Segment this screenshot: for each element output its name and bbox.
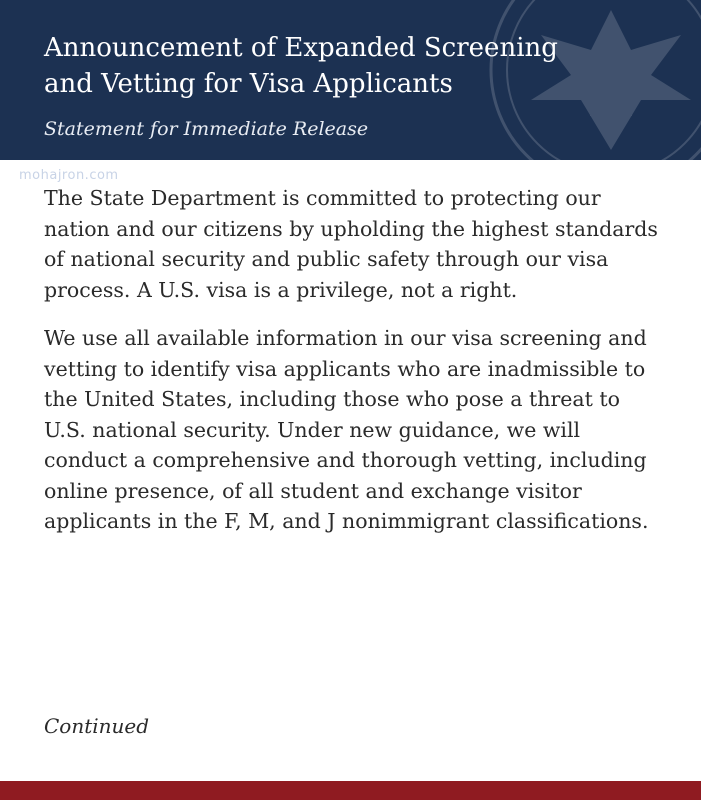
footer-bar [0,781,701,800]
paragraph-1: The State Department is committed to protecting our nation and our citizens by upholding the highest standards of national security and public safety through our visa process. A U.S. visa is a privilege, not a right. [44,186,658,302]
statement-body [44,183,664,555]
header-banner [0,0,701,160]
page-title: Announcement of Expanded Screening and Vetting for Visa Applicants [44,33,558,99]
page-subtitle: Statement for Immediate Release [44,118,369,140]
paragraph-2: We use all available information in our visa screening and vetting to identify visa applicants who are inadmissible to the United States, including those who pose a threat to U.S. national security. Under new guidance, we will conduct a comprehensive and thorough vetting, including online presence, of all student and exchange visitor applicants in the F, M, and J nonimmigrant classifications. [44,326,649,533]
watermark: mohajron.com [19,168,119,183]
continued-label: Continued [44,714,150,738]
